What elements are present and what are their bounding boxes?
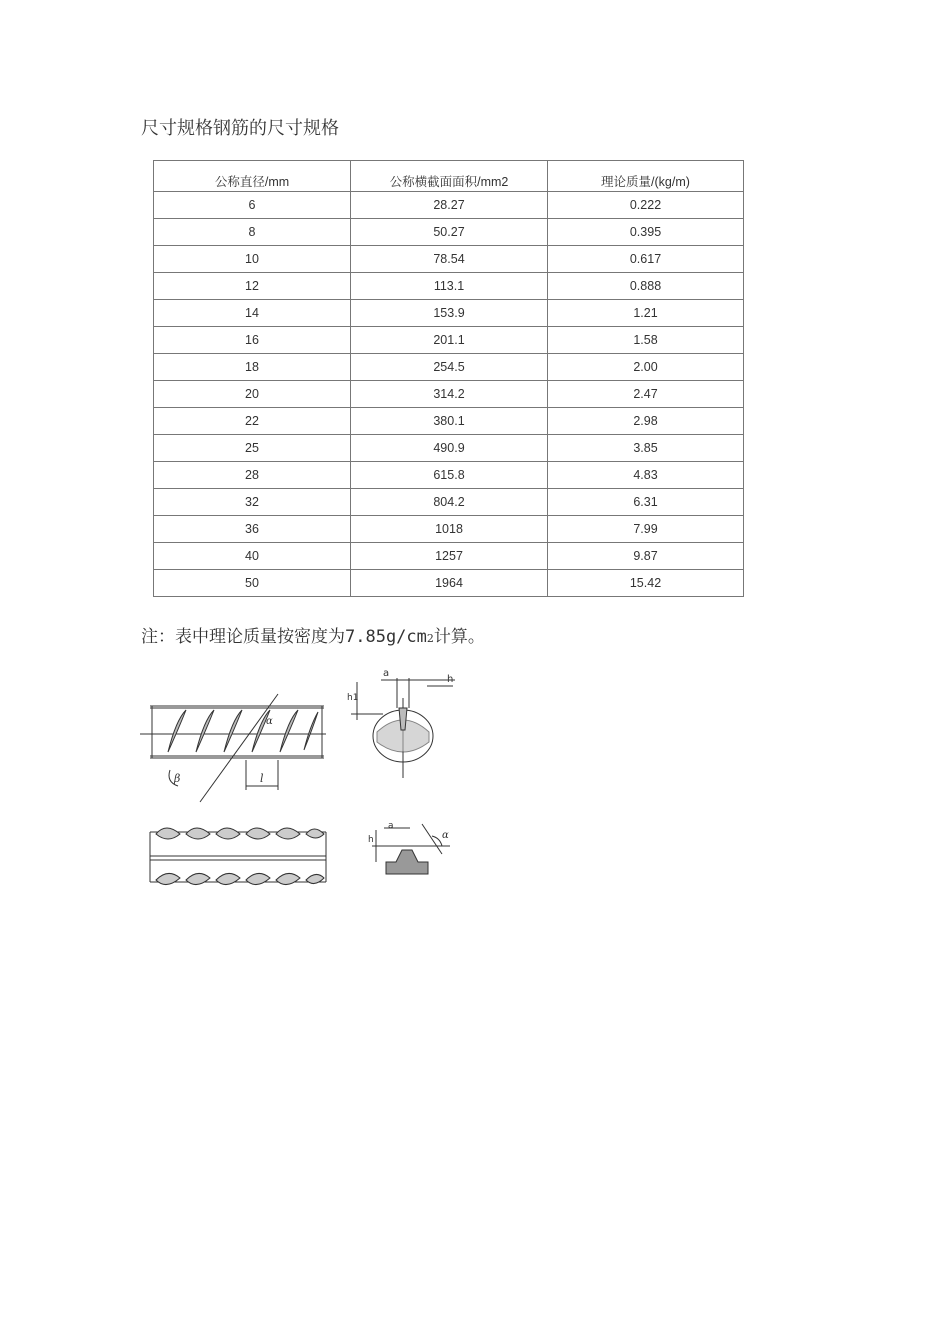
cell-area: 1018 [351,516,548,543]
cell-diameter: 16 [154,327,351,354]
note-prefix: 注：表中理论质量按密度为 [141,627,345,647]
cell-mass: 0.222 [548,192,744,219]
cell-area: 254.5 [351,354,548,381]
alpha-label-2: α [442,830,449,841]
cell-mass: 2.47 [548,381,744,408]
cell-diameter: 32 [154,489,351,516]
table-row [154,354,744,381]
table-header-row [154,161,744,192]
table-row [154,381,744,408]
beta-label: β [174,772,181,785]
table-row [154,273,744,300]
cell-area: 490.9 [351,435,548,462]
cell-diameter: 10 [154,246,351,273]
note-text [141,622,485,647]
cell-diameter: 14 [154,300,351,327]
cell-area: 1964 [351,570,548,597]
table-row [154,543,744,570]
cell-diameter: 12 [154,273,351,300]
table-row [154,489,744,516]
table-row [154,570,744,597]
l-label: l [260,772,264,785]
cell-area: 78.54 [351,246,548,273]
table-row [154,435,744,462]
note-sup: 2 [426,632,434,645]
table-row [154,408,744,435]
cell-area: 1257 [351,543,548,570]
cell-diameter: 50 [154,570,351,597]
rib-profile-drawing [366,818,456,878]
cell-mass: 6.31 [548,489,744,516]
a-label: a [383,668,390,679]
cell-mass: 15.42 [548,570,744,597]
cell-mass: 0.395 [548,219,744,246]
header-diameter: 公称直径/mm [154,161,351,192]
cell-diameter: 25 [154,435,351,462]
cell-area: 201.1 [351,327,548,354]
spiral-rib-bar-drawing [146,820,330,890]
cell-diameter: 18 [154,354,351,381]
cell-area: 380.1 [351,408,548,435]
note-value: 7.85g/cm [345,627,427,647]
table-row [154,327,744,354]
alpha-label: α [266,716,273,727]
cell-diameter: 36 [154,516,351,543]
cell-mass: 3.85 [548,435,744,462]
crescent-rib-section-drawing [343,668,468,783]
cell-area: 50.27 [351,219,548,246]
cell-area: 615.8 [351,462,548,489]
cell-area: 28.27 [351,192,548,219]
cell-area: 153.9 [351,300,548,327]
cell-area: 113.1 [351,273,548,300]
cell-area: 804.2 [351,489,548,516]
cell-mass: 2.98 [548,408,744,435]
cell-diameter: 28 [154,462,351,489]
table-row [154,300,744,327]
h-label-2: h [368,835,374,845]
crescent-rib-bar-drawing [138,690,328,805]
header-mass: 理论质量/(kg/m) [548,161,744,192]
cell-mass: 4.83 [548,462,744,489]
h-label: h [447,674,454,685]
a-label-2: a [388,821,394,831]
table-row [154,219,744,246]
header-area: 公称横截面面积/mm2 [351,161,548,192]
table-row [154,516,744,543]
table-body [154,192,744,597]
cell-mass: 1.58 [548,327,744,354]
cell-diameter: 8 [154,219,351,246]
table-row [154,462,744,489]
rebar-spec-table [153,160,744,597]
cell-area: 314.2 [351,381,548,408]
cell-mass: 0.617 [548,246,744,273]
table-row [154,246,744,273]
cell-diameter: 6 [154,192,351,219]
cell-mass: 1.21 [548,300,744,327]
cell-diameter: 40 [154,543,351,570]
cell-mass: 7.99 [548,516,744,543]
note-suffix: 计算。 [433,627,485,647]
table-row [154,192,744,219]
cell-diameter: 22 [154,408,351,435]
cell-mass: 0.888 [548,273,744,300]
cell-mass: 2.00 [548,354,744,381]
cell-mass: 9.87 [548,543,744,570]
cell-diameter: 20 [154,381,351,408]
page-title: 尺寸规格钢筋的尺寸规格 [141,118,339,139]
h1-label: h1 [347,693,359,703]
